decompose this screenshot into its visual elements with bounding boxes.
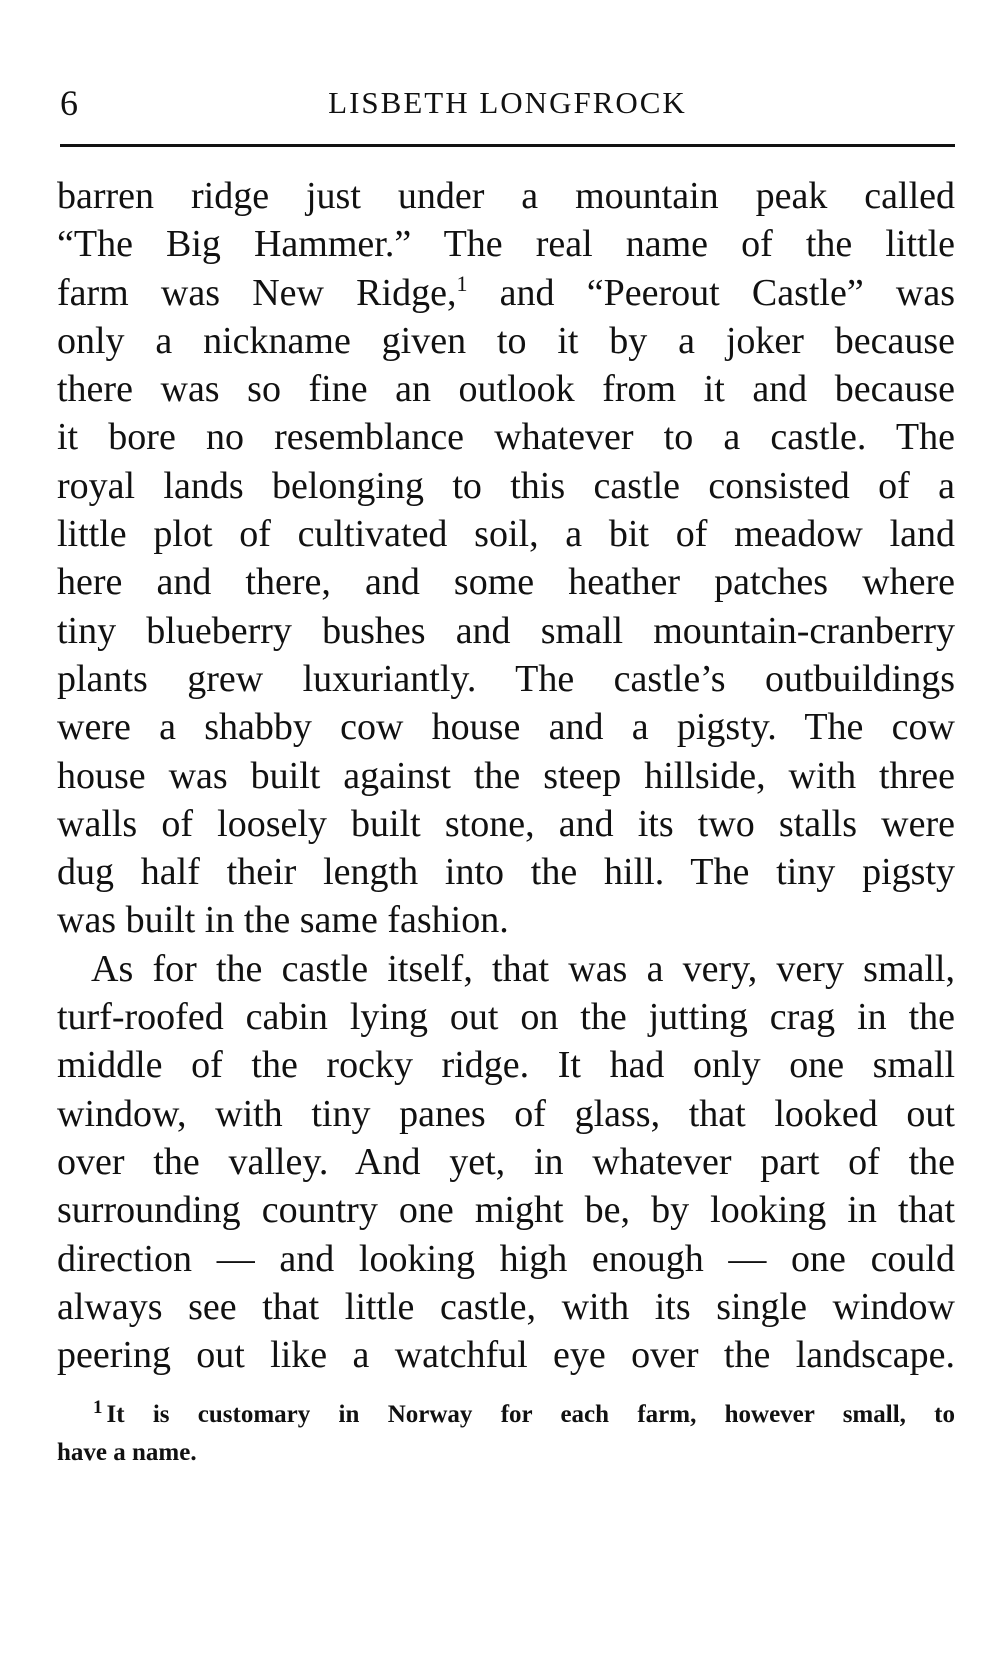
text-line: always see that little castle, with its single window bbox=[57, 1285, 955, 1328]
text-line: it bore no resemblance whatever to a castle. The bbox=[57, 416, 955, 459]
text-line: royal lands belonging to this castle consisted of a bbox=[57, 464, 955, 507]
text-line: direction — and looking high enough — one could bbox=[57, 1237, 955, 1280]
paragraph bbox=[57, 172, 955, 945]
text-line: there was so fine an outlook from it and because bbox=[57, 368, 955, 411]
footnote-text: It is customary in Norway for each farm, however small, to bbox=[106, 1401, 955, 1428]
footnote bbox=[57, 1396, 955, 1472]
text-fragment: farm was New Ridge, bbox=[57, 271, 457, 314]
header-rule bbox=[60, 144, 955, 147]
text-line: turf-roofed cabin lying out on the jutting crag in the bbox=[57, 996, 955, 1039]
running-title: LISBETH LONGFROCK bbox=[328, 85, 687, 120]
footnote-reference: 1 bbox=[456, 270, 468, 296]
text-line: walls of loosely built stone, and its two stalls were bbox=[57, 802, 955, 845]
page-header bbox=[60, 78, 955, 128]
text-line: were a shabby cow house and a pigsty. The cow bbox=[57, 706, 955, 749]
text-line: over the valley. And yet, in whatever part of the bbox=[57, 1140, 955, 1183]
text-line: only a nickname given to it by a joker because bbox=[57, 319, 955, 362]
footnote-line bbox=[57, 1396, 955, 1434]
text-line: As for the castle itself, that was a very, very small, bbox=[91, 947, 955, 990]
text-line: plants grew luxuriantly. The castle’s outbuildings bbox=[57, 657, 955, 700]
text-line: middle of the rocky ridge. It had only one small bbox=[57, 1044, 955, 1087]
footnote-marker: 1 bbox=[93, 1397, 103, 1418]
page-number: 6 bbox=[60, 83, 78, 123]
text-line: house was built against the steep hillside, with three bbox=[57, 754, 955, 797]
text-line: surrounding country one might be, by looking in that bbox=[57, 1189, 955, 1232]
text-line: tiny blueberry bushes and small mountain-cranberry bbox=[57, 609, 955, 652]
text-line: window, with tiny panes of glass, that looked out bbox=[57, 1092, 955, 1135]
text-line bbox=[57, 269, 955, 317]
paragraph bbox=[57, 945, 955, 1380]
text-line: barren ridge just under a mountain peak called bbox=[57, 175, 955, 217]
text-line: little plot of cultivated soil, a bit of meadow land bbox=[57, 513, 955, 556]
text-line: peering out like a watchful eye over the landscape. bbox=[57, 1334, 955, 1377]
body-text bbox=[57, 172, 955, 1379]
text-line: was built in the same fashion. bbox=[57, 899, 509, 942]
text-line: “The Big Hammer.” The real name of the little bbox=[57, 223, 955, 266]
text-line: here and there, and some heather patches where bbox=[57, 561, 955, 604]
footnote-line: have a name. bbox=[57, 1439, 197, 1466]
text-fragment: and “Peerout Castle” was bbox=[467, 271, 955, 314]
text-line: dug half their length into the hill. The tiny pigsty bbox=[57, 851, 955, 894]
